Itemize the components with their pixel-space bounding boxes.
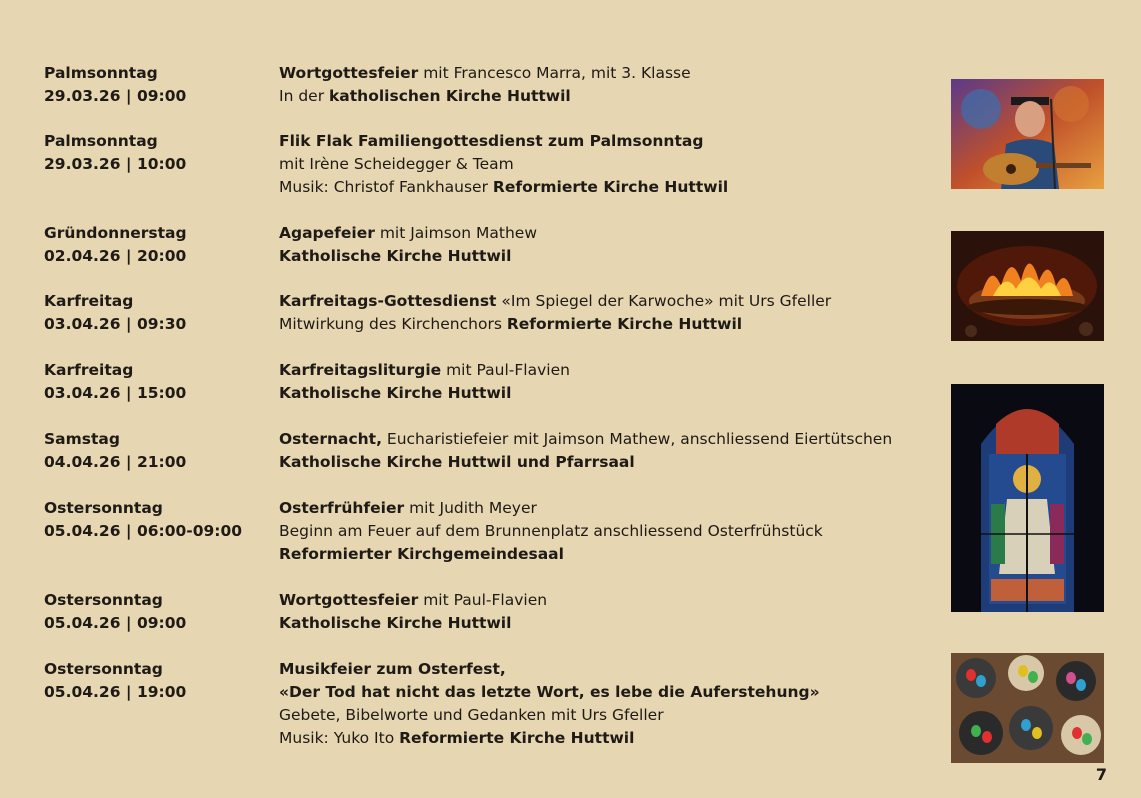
event-detail-line bbox=[279, 313, 939, 336]
event-detail-line bbox=[279, 153, 939, 176]
detail-text: mit Judith Meyer bbox=[404, 499, 537, 517]
event-day: Ostersonntag bbox=[44, 660, 163, 678]
event-details bbox=[279, 290, 939, 336]
event-datetime: 03.04.26 | 09:30 bbox=[44, 315, 187, 333]
event-day: Samstag bbox=[44, 430, 120, 448]
event-datetime: 05.04.26 | 06:00-09:00 bbox=[44, 522, 243, 540]
event-when bbox=[44, 62, 274, 108]
event-datetime: 03.04.26 | 15:00 bbox=[44, 384, 187, 402]
detail-text: In der bbox=[279, 87, 329, 105]
detail-text-bold: «Der Tod hat nicht das letzte Wort, es lebe die Auferstehung» bbox=[279, 683, 820, 701]
event-day: Gründonnerstag bbox=[44, 224, 187, 242]
detail-text-bold: Katholische Kirche Huttwil und Pfarrsaal bbox=[279, 453, 635, 471]
photo-guitarist bbox=[951, 79, 1104, 189]
event-details bbox=[279, 359, 939, 405]
event-detail-line bbox=[279, 727, 939, 750]
page-number: 7 bbox=[1095, 765, 1107, 784]
event-when bbox=[44, 130, 274, 176]
detail-text: «Im Spiegel der Karwoche» mit Urs Gfeller bbox=[496, 292, 832, 310]
photo-easter-eggs bbox=[951, 653, 1104, 763]
event-day: Ostersonntag bbox=[44, 499, 163, 517]
event-day: Palmsonntag bbox=[44, 132, 158, 150]
event-details bbox=[279, 428, 939, 474]
detail-text-bold: Reformierter Kirchgemeindesaal bbox=[279, 545, 564, 563]
detail-text-bold: Flik Flak Familiengottesdienst zum Palmsonntag bbox=[279, 132, 704, 150]
detail-text: mit Paul-Flavien bbox=[441, 361, 570, 379]
event-detail-line bbox=[279, 520, 939, 543]
detail-text: Beginn am Feuer auf dem Brunnenplatz anschliessend Osterfrühstück bbox=[279, 522, 823, 540]
detail-text: Musik: Christof Fankhauser bbox=[279, 178, 493, 196]
detail-text: Gebete, Bibelworte und Gedanken mit Urs Gfeller bbox=[279, 706, 664, 724]
event-detail-line bbox=[279, 681, 939, 704]
event-detail-line bbox=[279, 130, 939, 153]
event-datetime: 05.04.26 | 19:00 bbox=[44, 683, 187, 701]
event-when bbox=[44, 290, 274, 336]
photo-fire-bowl bbox=[951, 231, 1104, 341]
event-when bbox=[44, 658, 274, 704]
detail-text-bold: Reformierte Kirche Huttwil bbox=[506, 315, 743, 333]
event-datetime: 05.04.26 | 09:00 bbox=[44, 614, 187, 632]
event-details bbox=[279, 497, 939, 566]
event-datetime: 29.03.26 | 09:00 bbox=[44, 87, 187, 105]
event-details bbox=[279, 589, 939, 635]
detail-text-bold: Osterfrühfeier bbox=[279, 499, 405, 517]
detail-text-bold: Wortgottesfeier bbox=[279, 64, 419, 82]
detail-text: Eucharistiefeier mit Jaimson Mathew, anschliessend Eiertütschen bbox=[381, 430, 893, 448]
event-details bbox=[279, 222, 939, 268]
event-detail-line bbox=[279, 290, 939, 313]
event-detail-line bbox=[279, 612, 939, 635]
event-day: Karfreitag bbox=[44, 292, 134, 310]
event-when bbox=[44, 589, 274, 635]
event-detail-line bbox=[279, 497, 939, 520]
event-datetime: 29.03.26 | 10:00 bbox=[44, 155, 187, 173]
detail-text-bold: Wortgottesfeier bbox=[279, 591, 419, 609]
event-detail-line bbox=[279, 543, 939, 566]
event-datetime: 02.04.26 | 20:00 bbox=[44, 247, 187, 265]
detail-text-bold: Katholische Kirche Huttwil bbox=[279, 247, 512, 265]
event-detail-line bbox=[279, 359, 939, 382]
detail-text-bold: Reformierte Kirche Huttwil bbox=[399, 729, 635, 747]
detail-text-bold: Karfreitags-Gottesdienst bbox=[279, 292, 497, 310]
detail-text-bold: Musikfeier zum Osterfest, bbox=[279, 660, 506, 678]
event-detail-line bbox=[279, 658, 939, 681]
event-details bbox=[279, 658, 939, 750]
detail-text: Mitwirkung des Kirchenchors bbox=[279, 315, 507, 333]
detail-text-bold: Osternacht, bbox=[279, 430, 382, 448]
event-detail-line bbox=[279, 85, 939, 108]
event-detail-line bbox=[279, 428, 939, 451]
event-day: Ostersonntag bbox=[44, 591, 163, 609]
event-details bbox=[279, 62, 939, 108]
event-detail-line bbox=[279, 382, 939, 405]
event-detail-line bbox=[279, 589, 939, 612]
detail-text-bold: Karfreitagsliturgie bbox=[279, 361, 442, 379]
event-detail-line bbox=[279, 451, 939, 474]
detail-text-bold: Katholische Kirche Huttwil bbox=[279, 614, 512, 632]
detail-text-bold: Reformierte Kirche Huttwil bbox=[492, 178, 729, 196]
detail-text-bold: Agapefeier bbox=[279, 224, 375, 242]
detail-text: mit Irène Scheidegger & Team bbox=[279, 155, 514, 173]
detail-text: mit Francesco Marra, mit 3. Klasse bbox=[418, 64, 691, 82]
detail-text-bold: Katholische Kirche Huttwil bbox=[279, 384, 512, 402]
detail-text: mit Jaimson Mathew bbox=[374, 224, 537, 242]
event-when bbox=[44, 359, 274, 405]
event-detail-line bbox=[279, 704, 939, 727]
detail-text: mit Paul-Flavien bbox=[418, 591, 548, 609]
event-details bbox=[279, 130, 939, 199]
event-datetime: 04.04.26 | 21:00 bbox=[44, 453, 187, 471]
detail-text: Musik: Yuko Ito bbox=[279, 729, 400, 747]
detail-text-bold: katholischen Kirche Huttwil bbox=[329, 87, 571, 105]
event-when bbox=[44, 428, 274, 474]
event-day: Palmsonntag bbox=[44, 64, 158, 82]
event-detail-line bbox=[279, 62, 939, 85]
event-detail-line bbox=[279, 222, 939, 245]
event-detail-line bbox=[279, 176, 939, 199]
event-detail-line bbox=[279, 245, 939, 268]
event-when bbox=[44, 222, 274, 268]
photo-stained-glass bbox=[951, 384, 1104, 612]
event-day: Karfreitag bbox=[44, 361, 134, 379]
event-when bbox=[44, 497, 274, 543]
